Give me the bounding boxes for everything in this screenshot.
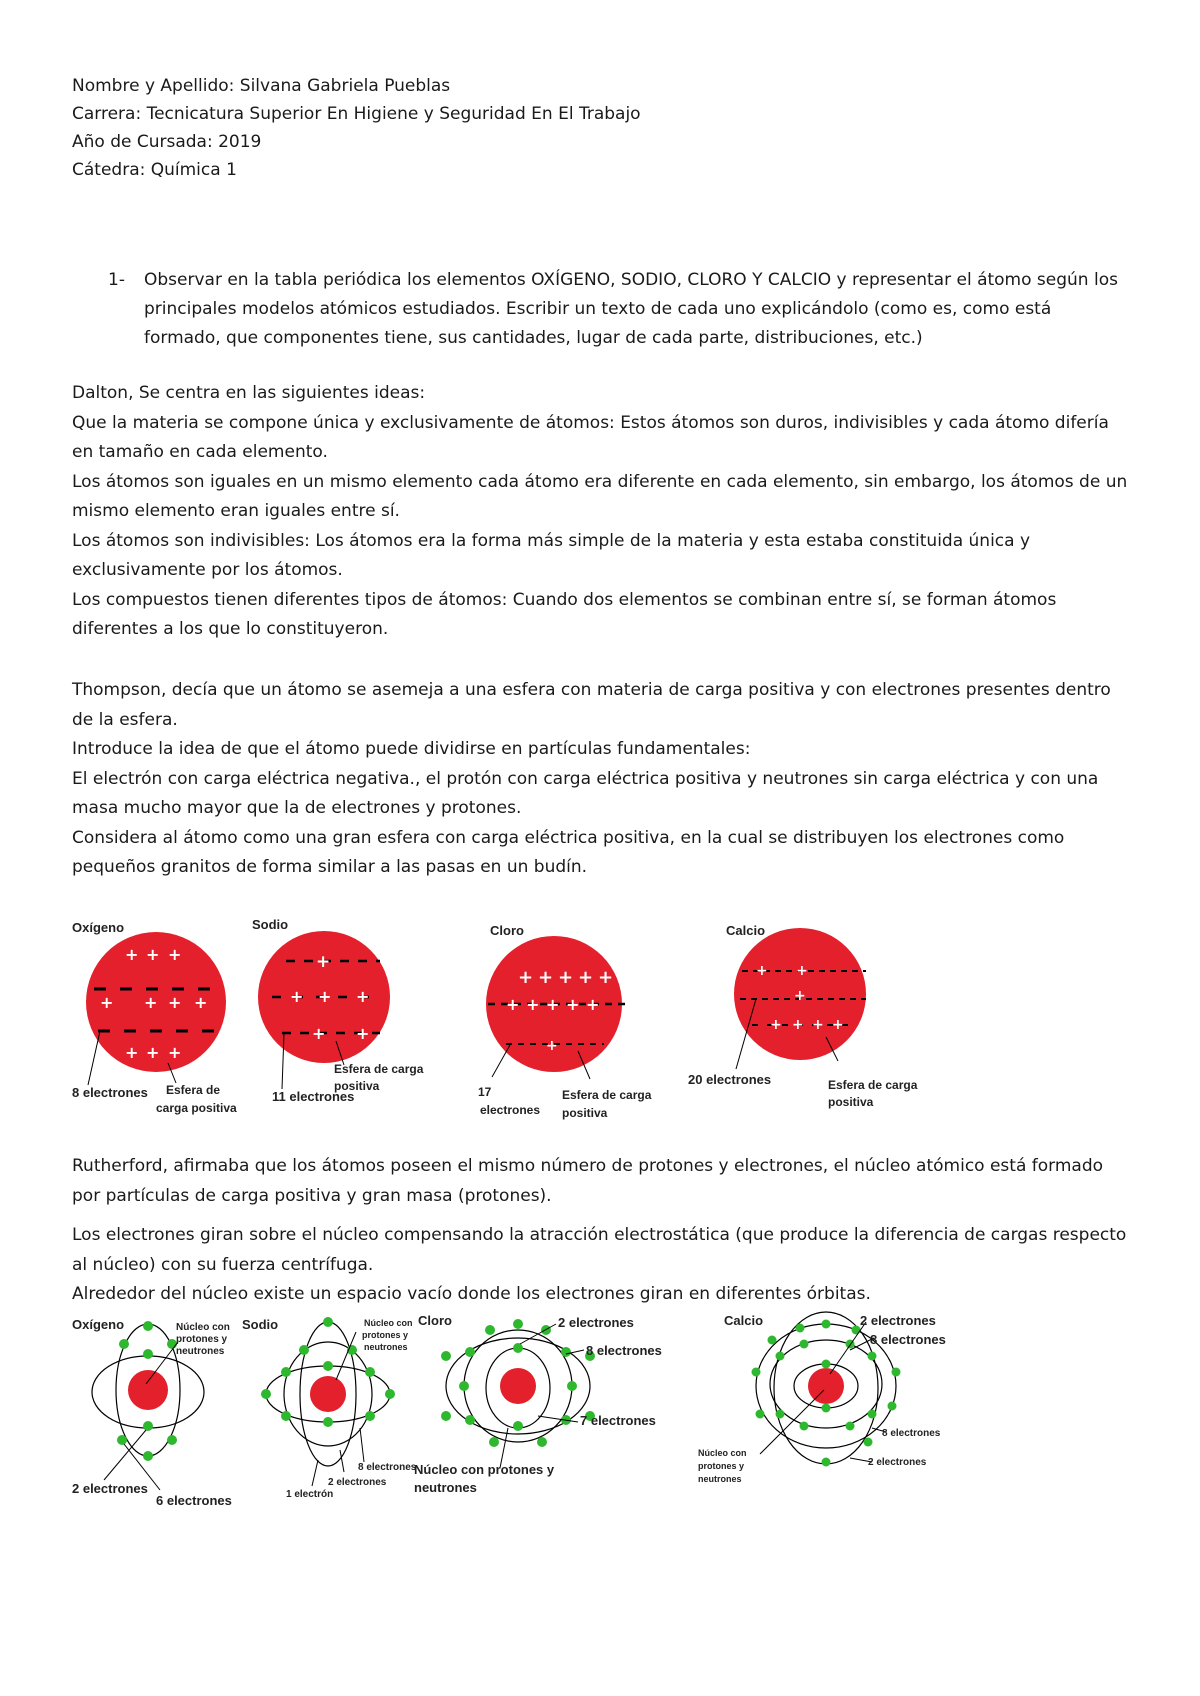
svg-text:+: + [832, 1017, 844, 1033]
rutherford-sodio [242, 1317, 417, 1500]
subject: Cátedra: Química 1 [72, 160, 237, 180]
svg-text:+: + [770, 1017, 782, 1033]
thompson-paragraph: Considera al átomo como una gran esfera con carga eléctrica positiva, en la cual se distribuyen los electrones como pequeños granitos de forma similar a las pasas en un budín. [72, 827, 1065, 877]
atom-title: Oxígeno [72, 920, 125, 935]
atom-title: Sodio [252, 917, 289, 932]
nucleus [500, 1368, 536, 1404]
atom-title: Sodio [242, 1317, 279, 1332]
thompson-oxigeno [72, 920, 237, 1115]
dalton-intro: Dalton, Se centra en las siguientes ideas: [72, 383, 426, 403]
svg-text:+: + [312, 1024, 326, 1043]
svg-text:+: + [194, 993, 208, 1012]
dalton-paragraph: Los átomos son indivisibles: Los átomos era la forma más simple de la materia y esta estaba constituida única y exclusivamente por los átomos. [72, 530, 1031, 580]
svg-text:+: + [546, 1038, 558, 1054]
electrons-label: 8 electrones [72, 1085, 148, 1100]
svg-text:+: + [146, 1043, 160, 1062]
svg-text:+: + [168, 1043, 182, 1062]
atom-title: Oxígeno [72, 1317, 125, 1332]
electrons-label: 8 electrones [586, 1343, 662, 1358]
electrons-label: 8 electrones [358, 1462, 417, 1473]
svg-text:+: + [796, 963, 808, 979]
svg-text:+: + [290, 987, 304, 1006]
electrons-label: 7 electrones [580, 1413, 656, 1428]
nucleus [128, 1370, 168, 1410]
rutherford-intro: Rutherford, afirmaba que los átomos poseen el mismo número de protones y electrones, el núcleo atómico está formado por partículas de carga positiva y gran masa (protones). [72, 1156, 1104, 1206]
svg-text:+: + [794, 988, 806, 1004]
electrons-label: 2 electrones [868, 1457, 927, 1468]
svg-text:+: + [125, 945, 139, 964]
svg-text:+: + [356, 987, 370, 1006]
dalton-paragraph: Que la materia se compone única y exclusivamente de átomos: Estos átomos son duros, indivisibles y cada átomo difería en tamaño en cada elemento. [72, 412, 1109, 462]
svg-text:+: + [146, 945, 160, 964]
rutherford-cloro [414, 1313, 662, 1495]
nucleus-label: neutrones [414, 1480, 477, 1495]
thompson-paragraph: El electrón con carga eléctrica negativa., el protón con carga eléctrica positiva y neutrones sin carga eléctrica y con una masa mucho mayor que la de electrones y protones. [72, 768, 1099, 818]
svg-text:+: + [756, 963, 768, 979]
svg-text:+: + [538, 967, 554, 988]
electrons-label: 2 electrones [558, 1315, 634, 1330]
nucleus-label: neutrones [176, 1346, 225, 1357]
sphere-label: Esfera de carga [562, 1088, 652, 1102]
svg-text:+: + [356, 1024, 370, 1043]
rutherford-diagram [60, 1310, 1140, 1530]
svg-text:+: + [168, 993, 182, 1012]
svg-text:+: + [566, 995, 580, 1014]
electrons-label: electrones [480, 1103, 541, 1117]
electrons-label: 11 electrones [272, 1089, 355, 1104]
dalton-section [72, 379, 1134, 645]
sphere-label: positiva [334, 1079, 380, 1093]
nucleus-label: Núcleo con [176, 1322, 230, 1333]
electrons-label: 6 electrones [156, 1493, 232, 1508]
nucleus [808, 1368, 844, 1404]
svg-text:+: + [518, 967, 534, 988]
svg-text:+: + [506, 995, 520, 1014]
dalton-paragraph: Los compuestos tienen diferentes tipos de átomos: Cuando dos elementos se combinan entre sí, se forman átomos diferentes a los que lo constituyeron. [72, 589, 1057, 639]
dalton-paragraph: Los átomos son iguales en un mismo elemento cada átomo era diferente en cada elemento, sin embargo, los átomos de un mismo elemento eran iguales entre sí. [72, 471, 1128, 521]
svg-text:+: + [100, 993, 114, 1012]
thompson-sodio [252, 917, 424, 1104]
question-text: Observar en la tabla periódica los elementos OXÍGENO, SODIO, CLORO Y CALCIO y representar el átomo según los principales modelos atómicos estudiados. Escribir un texto de cada uno explicándolo (como es, como está formado, que componentes tiene, sus cantidades, lugar de cada parte, distribuciones, etc.) [144, 270, 1118, 348]
thompson-paragraph: Introduce la idea de que el átomo puede dividirse en partículas fundamentales: [72, 739, 751, 759]
nucleus-label: protones y [698, 1461, 745, 1471]
rutherford-paragraph: Los electrones giran sobre el núcleo compensando la atracción electrostática (que produce la diferencia de cargas respecto al núcleo) con su fuerza centrífuga. [72, 1225, 1127, 1275]
sphere-label: positiva [828, 1095, 874, 1109]
nucleus [310, 1376, 346, 1412]
svg-text:+: + [318, 987, 332, 1006]
electrons-label: 2 electrones [860, 1313, 936, 1328]
nucleus-label: Núcleo con [364, 1318, 413, 1328]
student-name: Nombre y Apellido: Silvana Gabriela Pueblas [72, 76, 451, 96]
svg-text:+: + [586, 995, 600, 1014]
nucleus-label: protones y [362, 1330, 409, 1340]
svg-text:+: + [578, 967, 594, 988]
sphere-label: carga positiva [156, 1101, 237, 1115]
electrons-label: 1 electrón [286, 1489, 334, 1500]
thompson-section [72, 676, 1134, 883]
svg-text:+: + [168, 945, 182, 964]
nucleus-label: Núcleo con [698, 1448, 747, 1458]
nucleus-label: protones y [176, 1334, 228, 1345]
question-1 [72, 266, 1132, 353]
atom-title: Cloro [490, 923, 524, 938]
svg-text:+: + [316, 952, 331, 972]
electrons-label: 2 electrones [328, 1477, 387, 1488]
svg-text:+: + [792, 1017, 804, 1033]
electrons-label: 8 electrones [882, 1428, 941, 1439]
student-header [72, 72, 1132, 184]
svg-text:+: + [125, 1043, 139, 1062]
course-year: Año de Cursada: 2019 [72, 132, 262, 152]
sphere-label: positiva [562, 1106, 608, 1120]
atom-title: Calcio [726, 923, 766, 938]
thompson-intro: Thompson, decía que un átomo se asemeja a una esfera con materia de carga positiva y con electrones presentes dentro de la esfera. [72, 680, 1111, 730]
svg-text:+: + [558, 967, 574, 988]
career: Carrera: Tecnicatura Superior En Higiene y Seguridad En El Trabajo [72, 104, 641, 124]
nucleus-label: neutrones [364, 1342, 408, 1352]
rutherford-paragraph: Alrededor del núcleo existe un espacio vacío donde los electrones giran en diferentes órbitas. [72, 1284, 871, 1304]
rutherford-models-figure [60, 1310, 1140, 1530]
rutherford-section [72, 1152, 1134, 1310]
thompson-diagram [60, 905, 1140, 1120]
electrons-label: 2 electrones [72, 1481, 148, 1496]
nucleus-label: Núcleo con protones y [414, 1462, 555, 1477]
sphere-label: Esfera de carga [828, 1078, 918, 1092]
sphere-label: Esfera de carga [334, 1062, 424, 1076]
svg-text:+: + [526, 995, 540, 1014]
svg-text:+: + [598, 967, 614, 988]
electrons-label: 8 electrones [870, 1332, 946, 1347]
svg-text:+: + [812, 1017, 824, 1033]
thompson-cloro [478, 923, 652, 1120]
thompson-models-figure [60, 905, 1140, 1120]
rutherford-calcio [698, 1312, 946, 1484]
atom-title: Calcio [724, 1313, 764, 1328]
svg-text:+: + [546, 995, 560, 1014]
electrons-label: 17 [478, 1085, 492, 1099]
thompson-calcio [688, 923, 918, 1109]
rutherford-oxigeno [72, 1317, 232, 1508]
atom-title: Cloro [418, 1313, 452, 1328]
electrons-label: 20 electrones [688, 1072, 772, 1087]
svg-text:+: + [144, 993, 158, 1012]
nucleus-label: neutrones [698, 1474, 742, 1484]
sphere-label: Esfera de [166, 1083, 221, 1097]
question-number: 1- [108, 270, 125, 290]
